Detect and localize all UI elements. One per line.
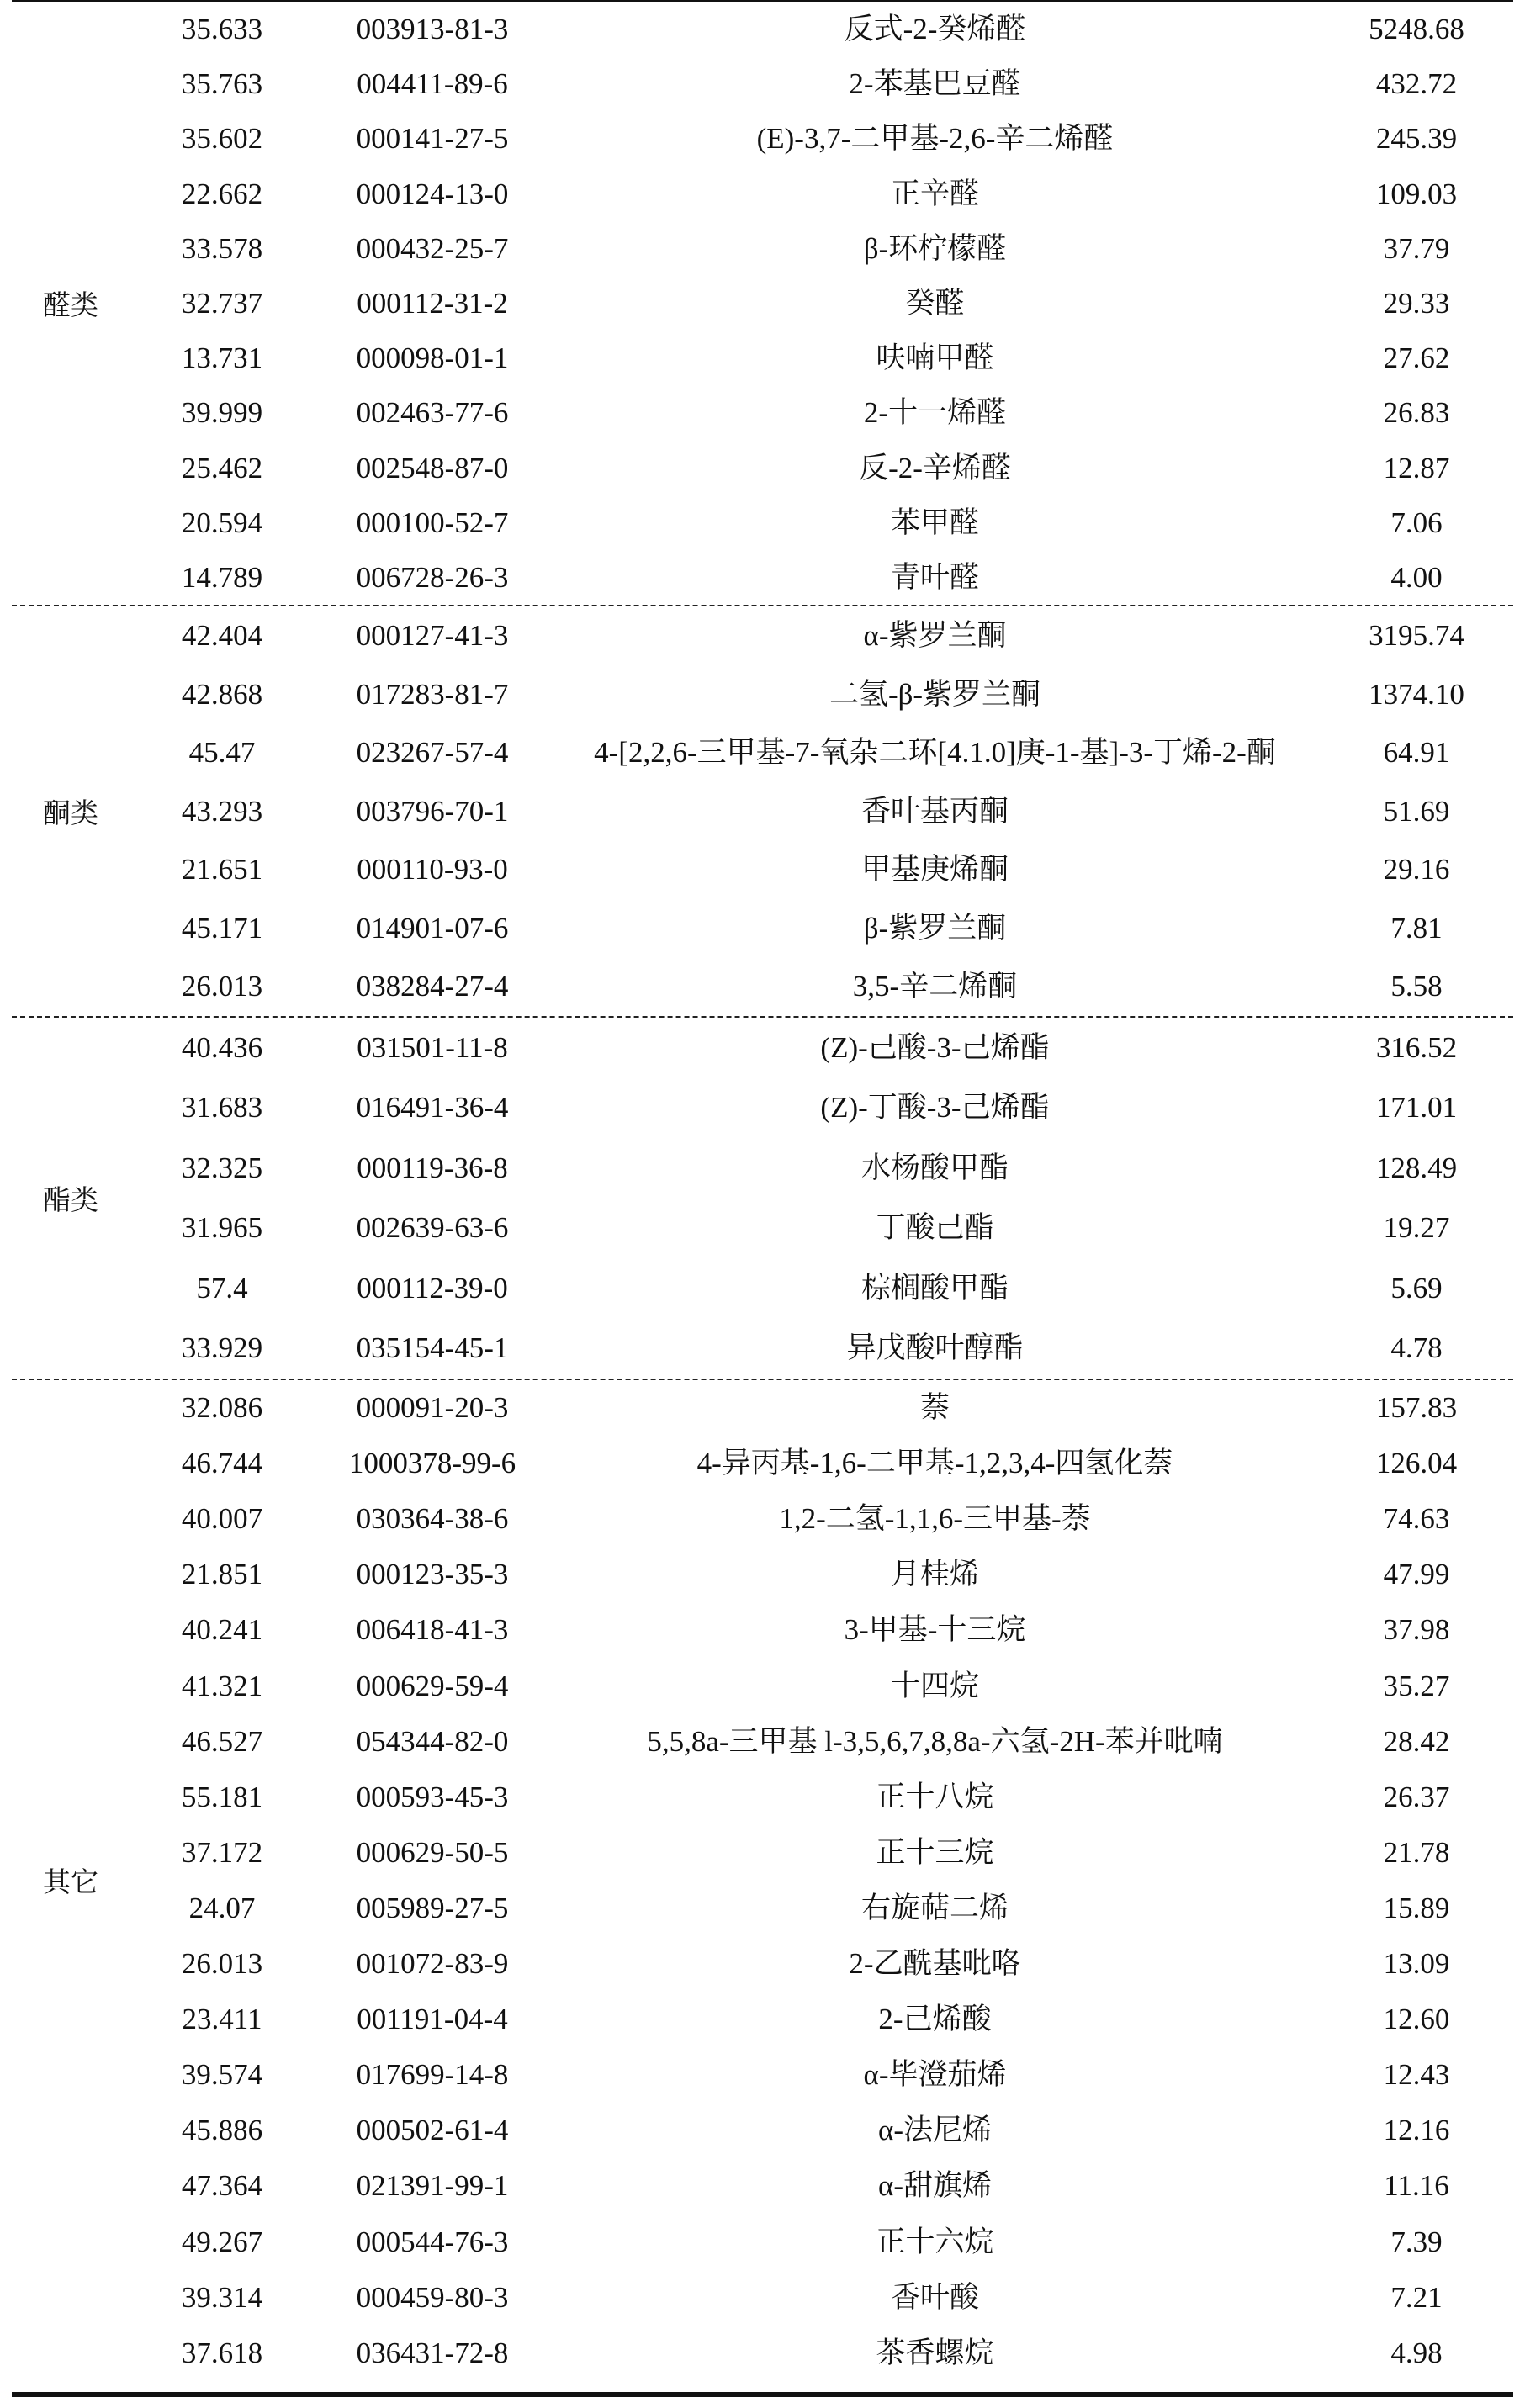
table-group <box>12 2 1513 605</box>
content-value-cell: 37.79 <box>1383 231 1450 265</box>
content-value-cell: 12.87 <box>1383 451 1450 484</box>
table-row <box>12 385 1513 440</box>
table-row <box>12 1769 1513 1824</box>
cas-number-cell: 001191-04-4 <box>357 2003 508 2036</box>
retention-time-cell: 32.086 <box>181 1391 263 1425</box>
content-value-cell: 29.33 <box>1383 287 1450 320</box>
table-row <box>12 1491 1513 1547</box>
content-value-cell: 5248.68 <box>1369 13 1464 46</box>
cas-number-cell: 021391-99-1 <box>356 2169 509 2203</box>
content-value-cell: 37.98 <box>1383 1613 1450 1647</box>
cas-number-cell: 035154-45-1 <box>356 1331 509 1365</box>
table-row <box>12 276 1513 331</box>
content-value-cell: 1374.10 <box>1369 677 1464 711</box>
table-row <box>12 1992 1513 2047</box>
compound-name-cell: 2-苯基巴豆醛 <box>849 67 1021 101</box>
retention-time-cell: 26.013 <box>181 1947 263 1981</box>
retention-time-cell: 40.241 <box>181 1613 263 1647</box>
cas-number-cell: 006728-26-3 <box>356 560 509 594</box>
content-value-cell: 7.21 <box>1390 2280 1443 2314</box>
compound-name-cell: 甲基庚烯酮 <box>860 853 1009 886</box>
cas-number-cell: 000123-35-3 <box>356 1558 509 1591</box>
content-value-cell: 245.39 <box>1375 122 1458 156</box>
cas-number-cell: 1000378-99-6 <box>348 1447 516 1480</box>
table-group <box>12 605 1513 1016</box>
retention-time-cell: 21.851 <box>181 1558 263 1591</box>
retention-time-cell: 35.633 <box>181 13 263 46</box>
cas-number-cell: 000100-52-7 <box>356 505 509 539</box>
cas-number-cell: 000502-61-4 <box>356 2114 509 2147</box>
retention-time-cell: 24.07 <box>188 1891 256 1924</box>
retention-time-cell: 37.172 <box>181 1835 263 1869</box>
table-row <box>12 1077 1513 1138</box>
retention-time-cell: 33.578 <box>181 231 263 265</box>
content-value-cell: 26.83 <box>1383 396 1450 430</box>
content-value-cell: 4.78 <box>1390 1331 1443 1365</box>
retention-time-cell: 13.731 <box>181 341 263 375</box>
table-row <box>12 1547 1513 1602</box>
table-row <box>12 2 1513 56</box>
cas-number-cell: 038284-27-4 <box>356 970 509 1003</box>
retention-time-cell: 47.364 <box>181 2169 263 2203</box>
table-row <box>12 56 1513 111</box>
table-row <box>12 1936 1513 1992</box>
content-value-cell: 5.58 <box>1390 970 1443 1003</box>
retention-time-cell: 46.527 <box>181 1724 263 1758</box>
table-row <box>12 441 1513 495</box>
content-value-cell: 109.03 <box>1375 177 1458 210</box>
table-row <box>12 1198 1513 1258</box>
content-value-cell: 21.78 <box>1383 1835 1450 1869</box>
compound-name-cell: (E)-3,7-二甲基-2,6-辛二烯醛 <box>756 122 1114 156</box>
compound-name-cell: 二氢-β-紫罗兰酮 <box>829 677 1041 711</box>
compound-name-cell: 苯甲醛 <box>890 505 979 539</box>
table-row <box>12 1436 1513 1491</box>
table-row <box>12 2103 1513 2158</box>
table-row <box>12 1713 1513 1769</box>
content-value-cell: 29.16 <box>1383 853 1450 886</box>
compound-name-cell: β-环柠檬醛 <box>863 231 1007 265</box>
compound-name-cell: α-紫罗兰酮 <box>863 619 1007 653</box>
compound-name-cell: 反-2-辛烯醛 <box>859 451 1011 484</box>
compound-name-cell: 5,5,8a-三甲基 l-3,5,6,7,8,8a-六氢-2H-苯并吡喃 <box>647 1724 1223 1758</box>
content-value-cell: 19.27 <box>1383 1211 1450 1245</box>
table-row <box>12 606 1513 665</box>
compound-name-cell: α-毕澄茄烯 <box>863 2058 1007 2092</box>
content-value-cell: 12.60 <box>1383 2003 1450 2036</box>
table-row <box>12 1880 1513 1935</box>
retention-time-cell: 21.651 <box>181 853 263 886</box>
table-row <box>12 221 1513 276</box>
compound-name-cell: 3-甲基-十三烷 <box>844 1613 1026 1647</box>
table-row <box>12 495 1513 550</box>
cas-number-cell: 023267-57-4 <box>356 736 509 770</box>
content-value-cell: 11.16 <box>1384 2169 1449 2203</box>
table-row <box>12 1138 1513 1199</box>
compound-name-cell: 异戊酸叶醇酯 <box>846 1331 1024 1365</box>
table-group <box>12 1016 1513 1379</box>
compound-name-cell: 丁酸己酯 <box>876 1211 994 1245</box>
group-label: 酯类 <box>43 1183 98 1216</box>
retention-time-cell: 39.999 <box>181 396 263 430</box>
cas-number-cell: 000112-39-0 <box>357 1271 508 1305</box>
group-label: 醛类 <box>43 288 98 322</box>
compound-name-cell: 棕榈酸甲酯 <box>860 1271 1009 1305</box>
compound-name-cell: 正十三烷 <box>876 1835 994 1869</box>
table-row <box>12 1824 1513 1880</box>
compound-name-cell: 青叶醛 <box>890 560 979 594</box>
content-value-cell: 15.89 <box>1383 1891 1450 1924</box>
compound-name-cell: 2-己烯酸 <box>878 2003 992 2036</box>
compound-name-cell: 4-[2,2,6-三甲基-7-氧杂二环[4.1.0]庚-1-基]-3-丁烯-2-酮 <box>594 736 1276 770</box>
retention-time-cell: 57.4 <box>196 1271 248 1305</box>
content-value-cell: 171.01 <box>1375 1091 1458 1125</box>
table-row <box>12 1318 1513 1379</box>
cas-number-cell: 002639-63-6 <box>356 1211 509 1245</box>
group-label: 其它 <box>43 1865 98 1898</box>
cas-number-cell: 003796-70-1 <box>356 794 509 828</box>
cas-number-cell: 005989-27-5 <box>356 1891 509 1924</box>
table-row <box>12 2158 1513 2214</box>
compound-name-cell: 正十八烷 <box>876 1780 994 1813</box>
content-value-cell: 7.39 <box>1390 2225 1443 2258</box>
content-value-cell: 4.00 <box>1390 560 1443 594</box>
compound-table <box>12 0 1513 2397</box>
retention-time-cell: 39.314 <box>181 2280 263 2314</box>
content-value-cell: 432.72 <box>1375 67 1458 101</box>
compound-name-cell: 2-乙酰基吡咯 <box>849 1947 1021 1981</box>
cas-number-cell: 054344-82-0 <box>356 1724 509 1758</box>
compound-name-cell: 水杨酸甲酯 <box>860 1151 1009 1184</box>
retention-time-cell: 37.618 <box>181 2336 263 2369</box>
compound-name-cell: β-紫罗兰酮 <box>863 911 1007 945</box>
cas-number-cell: 000459-80-3 <box>356 2280 509 2314</box>
content-value-cell: 4.98 <box>1390 2336 1443 2369</box>
retention-time-cell: 45.171 <box>181 911 263 945</box>
compound-name-cell: 香叶酸 <box>890 2280 979 2314</box>
cas-number-cell: 000127-41-3 <box>356 619 509 653</box>
content-value-cell: 13.09 <box>1383 1947 1450 1981</box>
cas-number-cell: 002463-77-6 <box>356 396 509 430</box>
table-row <box>12 2047 1513 2103</box>
content-value-cell: 64.91 <box>1383 736 1450 770</box>
retention-time-cell: 22.662 <box>181 177 263 210</box>
retention-time-cell: 40.007 <box>181 1502 263 1536</box>
retention-time-cell: 35.763 <box>181 67 263 101</box>
retention-time-cell: 41.321 <box>181 1669 263 1702</box>
retention-time-cell: 42.404 <box>181 619 263 653</box>
cas-number-cell: 004411-89-6 <box>357 67 508 101</box>
table-row <box>12 167 1513 221</box>
compound-name-cell: 正辛醛 <box>890 177 979 210</box>
cas-number-cell: 000119-36-8 <box>357 1151 508 1184</box>
compound-name-cell: 香叶基丙酮 <box>860 794 1009 828</box>
compound-name-cell: 4-异丙基-1,6-二甲基-1,2,3,4-四氢化萘 <box>696 1447 1173 1480</box>
compound-name-cell: 右旋萜二烯 <box>860 1891 1009 1924</box>
compound-name-cell: α-甜旗烯 <box>878 2169 992 2203</box>
cas-number-cell: 003913-81-3 <box>356 13 509 46</box>
table-bottom-rule <box>12 2392 1513 2397</box>
table-row <box>12 957 1513 1016</box>
table-body <box>12 2 1513 2380</box>
cas-number-cell: 000124-13-0 <box>356 177 509 210</box>
retention-time-cell: 20.594 <box>181 505 263 539</box>
compound-name-cell: 十四烷 <box>890 1669 979 1702</box>
retention-time-cell: 14.789 <box>181 560 263 594</box>
content-value-cell: 7.81 <box>1390 911 1443 945</box>
cas-number-cell: 006418-41-3 <box>356 1613 509 1647</box>
table-row <box>12 1602 1513 1658</box>
cas-number-cell: 000091-20-3 <box>356 1391 509 1425</box>
compound-name-cell: 正十六烷 <box>876 2225 994 2258</box>
content-value-cell: 74.63 <box>1383 1502 1450 1536</box>
retention-time-cell: 46.744 <box>181 1447 263 1480</box>
retention-time-cell: 32.325 <box>181 1151 263 1184</box>
content-value-cell: 126.04 <box>1375 1447 1458 1480</box>
content-value-cell: 28.42 <box>1383 1724 1450 1758</box>
retention-time-cell: 31.683 <box>181 1091 263 1125</box>
table-row <box>12 899 1513 958</box>
table-row <box>12 1658 1513 1713</box>
table-row <box>12 1018 1513 1078</box>
cas-number-cell: 000629-50-5 <box>356 1835 509 1869</box>
cas-number-cell: 016491-36-4 <box>356 1091 509 1125</box>
table-row <box>12 2269 1513 2325</box>
cas-number-cell: 001072-83-9 <box>356 1947 509 1981</box>
retention-time-cell: 42.868 <box>181 677 263 711</box>
cas-number-cell: 000432-25-7 <box>356 231 509 265</box>
table-group <box>12 1379 1513 2381</box>
compound-name-cell: 月桂烯 <box>890 1558 979 1591</box>
retention-time-cell: 45.47 <box>188 736 256 770</box>
compound-name-cell: 反式-2-癸烯醛 <box>844 13 1026 46</box>
cas-number-cell: 036431-72-8 <box>356 2336 509 2369</box>
content-value-cell: 316.52 <box>1375 1030 1458 1064</box>
content-value-cell: 12.16 <box>1383 2114 1450 2147</box>
compound-name-cell: 萘 <box>919 1391 950 1425</box>
table-row <box>12 1380 1513 1436</box>
cas-number-cell: 000544-76-3 <box>356 2225 509 2258</box>
retention-time-cell: 33.929 <box>181 1331 263 1365</box>
table-row <box>12 1258 1513 1319</box>
content-value-cell: 12.43 <box>1383 2058 1450 2092</box>
retention-time-cell: 31.965 <box>181 1211 263 1245</box>
compound-name-cell: 癸醛 <box>905 287 965 320</box>
retention-time-cell: 39.574 <box>181 2058 263 2092</box>
compound-name-cell: α-法尼烯 <box>878 2114 992 2147</box>
retention-time-cell: 23.411 <box>182 2003 262 2036</box>
retention-time-cell: 49.267 <box>181 2225 263 2258</box>
content-value-cell: 128.49 <box>1375 1151 1458 1184</box>
compound-name-cell: 1,2-二氢-1,1,6-三甲基-萘 <box>779 1502 1091 1536</box>
compound-name-cell: (Z)-己酸-3-己烯酯 <box>820 1030 1050 1064</box>
retention-time-cell: 45.886 <box>181 2114 263 2147</box>
cas-number-cell: 031501-11-8 <box>357 1030 508 1064</box>
cas-number-cell: 002548-87-0 <box>356 451 509 484</box>
table-row <box>12 840 1513 899</box>
retention-time-cell: 40.436 <box>181 1030 263 1064</box>
cas-number-cell: 000629-59-4 <box>356 1669 509 1702</box>
retention-time-cell: 35.602 <box>181 122 263 156</box>
cas-number-cell: 000110-93-0 <box>357 853 508 886</box>
cas-number-cell: 017283-81-7 <box>356 677 509 711</box>
content-value-cell: 7.06 <box>1390 505 1443 539</box>
cas-number-cell: 000593-45-3 <box>356 1780 509 1813</box>
cas-number-cell: 000112-31-2 <box>357 287 508 320</box>
content-value-cell: 26.37 <box>1383 1780 1450 1813</box>
content-value-cell: 35.27 <box>1383 1669 1450 1702</box>
retention-time-cell: 43.293 <box>181 794 263 828</box>
compound-name-cell: 3,5-辛二烯酮 <box>852 970 1018 1003</box>
group-label: 酮类 <box>43 796 98 829</box>
table-row <box>12 723 1513 782</box>
retention-time-cell: 32.737 <box>181 287 263 320</box>
content-value-cell: 51.69 <box>1383 794 1450 828</box>
retention-time-cell: 25.462 <box>181 451 263 484</box>
content-value-cell: 5.69 <box>1390 1271 1443 1305</box>
content-value-cell: 27.62 <box>1383 341 1450 375</box>
cas-number-cell: 030364-38-6 <box>356 1502 509 1536</box>
table-row <box>12 111 1513 166</box>
retention-time-cell: 55.181 <box>181 1780 263 1813</box>
content-value-cell: 47.99 <box>1383 1558 1450 1591</box>
cas-number-cell: 014901-07-6 <box>356 911 509 945</box>
table-row <box>12 2214 1513 2269</box>
cas-number-cell: 000098-01-1 <box>356 341 509 375</box>
table-row <box>12 782 1513 841</box>
content-value-cell: 3195.74 <box>1369 619 1464 653</box>
retention-time-cell: 26.013 <box>181 970 263 1003</box>
compound-name-cell: (Z)-丁酸-3-己烯酯 <box>820 1091 1050 1125</box>
table-row <box>12 331 1513 385</box>
compound-name-cell: 2-十一烯醛 <box>863 396 1007 430</box>
content-value-cell: 157.83 <box>1375 1391 1458 1425</box>
table-row <box>12 550 1513 605</box>
table-row <box>12 665 1513 724</box>
compound-name-cell: 呋喃甲醛 <box>876 341 994 375</box>
table-row <box>12 2325 1513 2380</box>
compound-name-cell: 茶香螺烷 <box>876 2336 994 2369</box>
cas-number-cell: 017699-14-8 <box>356 2058 509 2092</box>
cas-number-cell: 000141-27-5 <box>356 122 509 156</box>
